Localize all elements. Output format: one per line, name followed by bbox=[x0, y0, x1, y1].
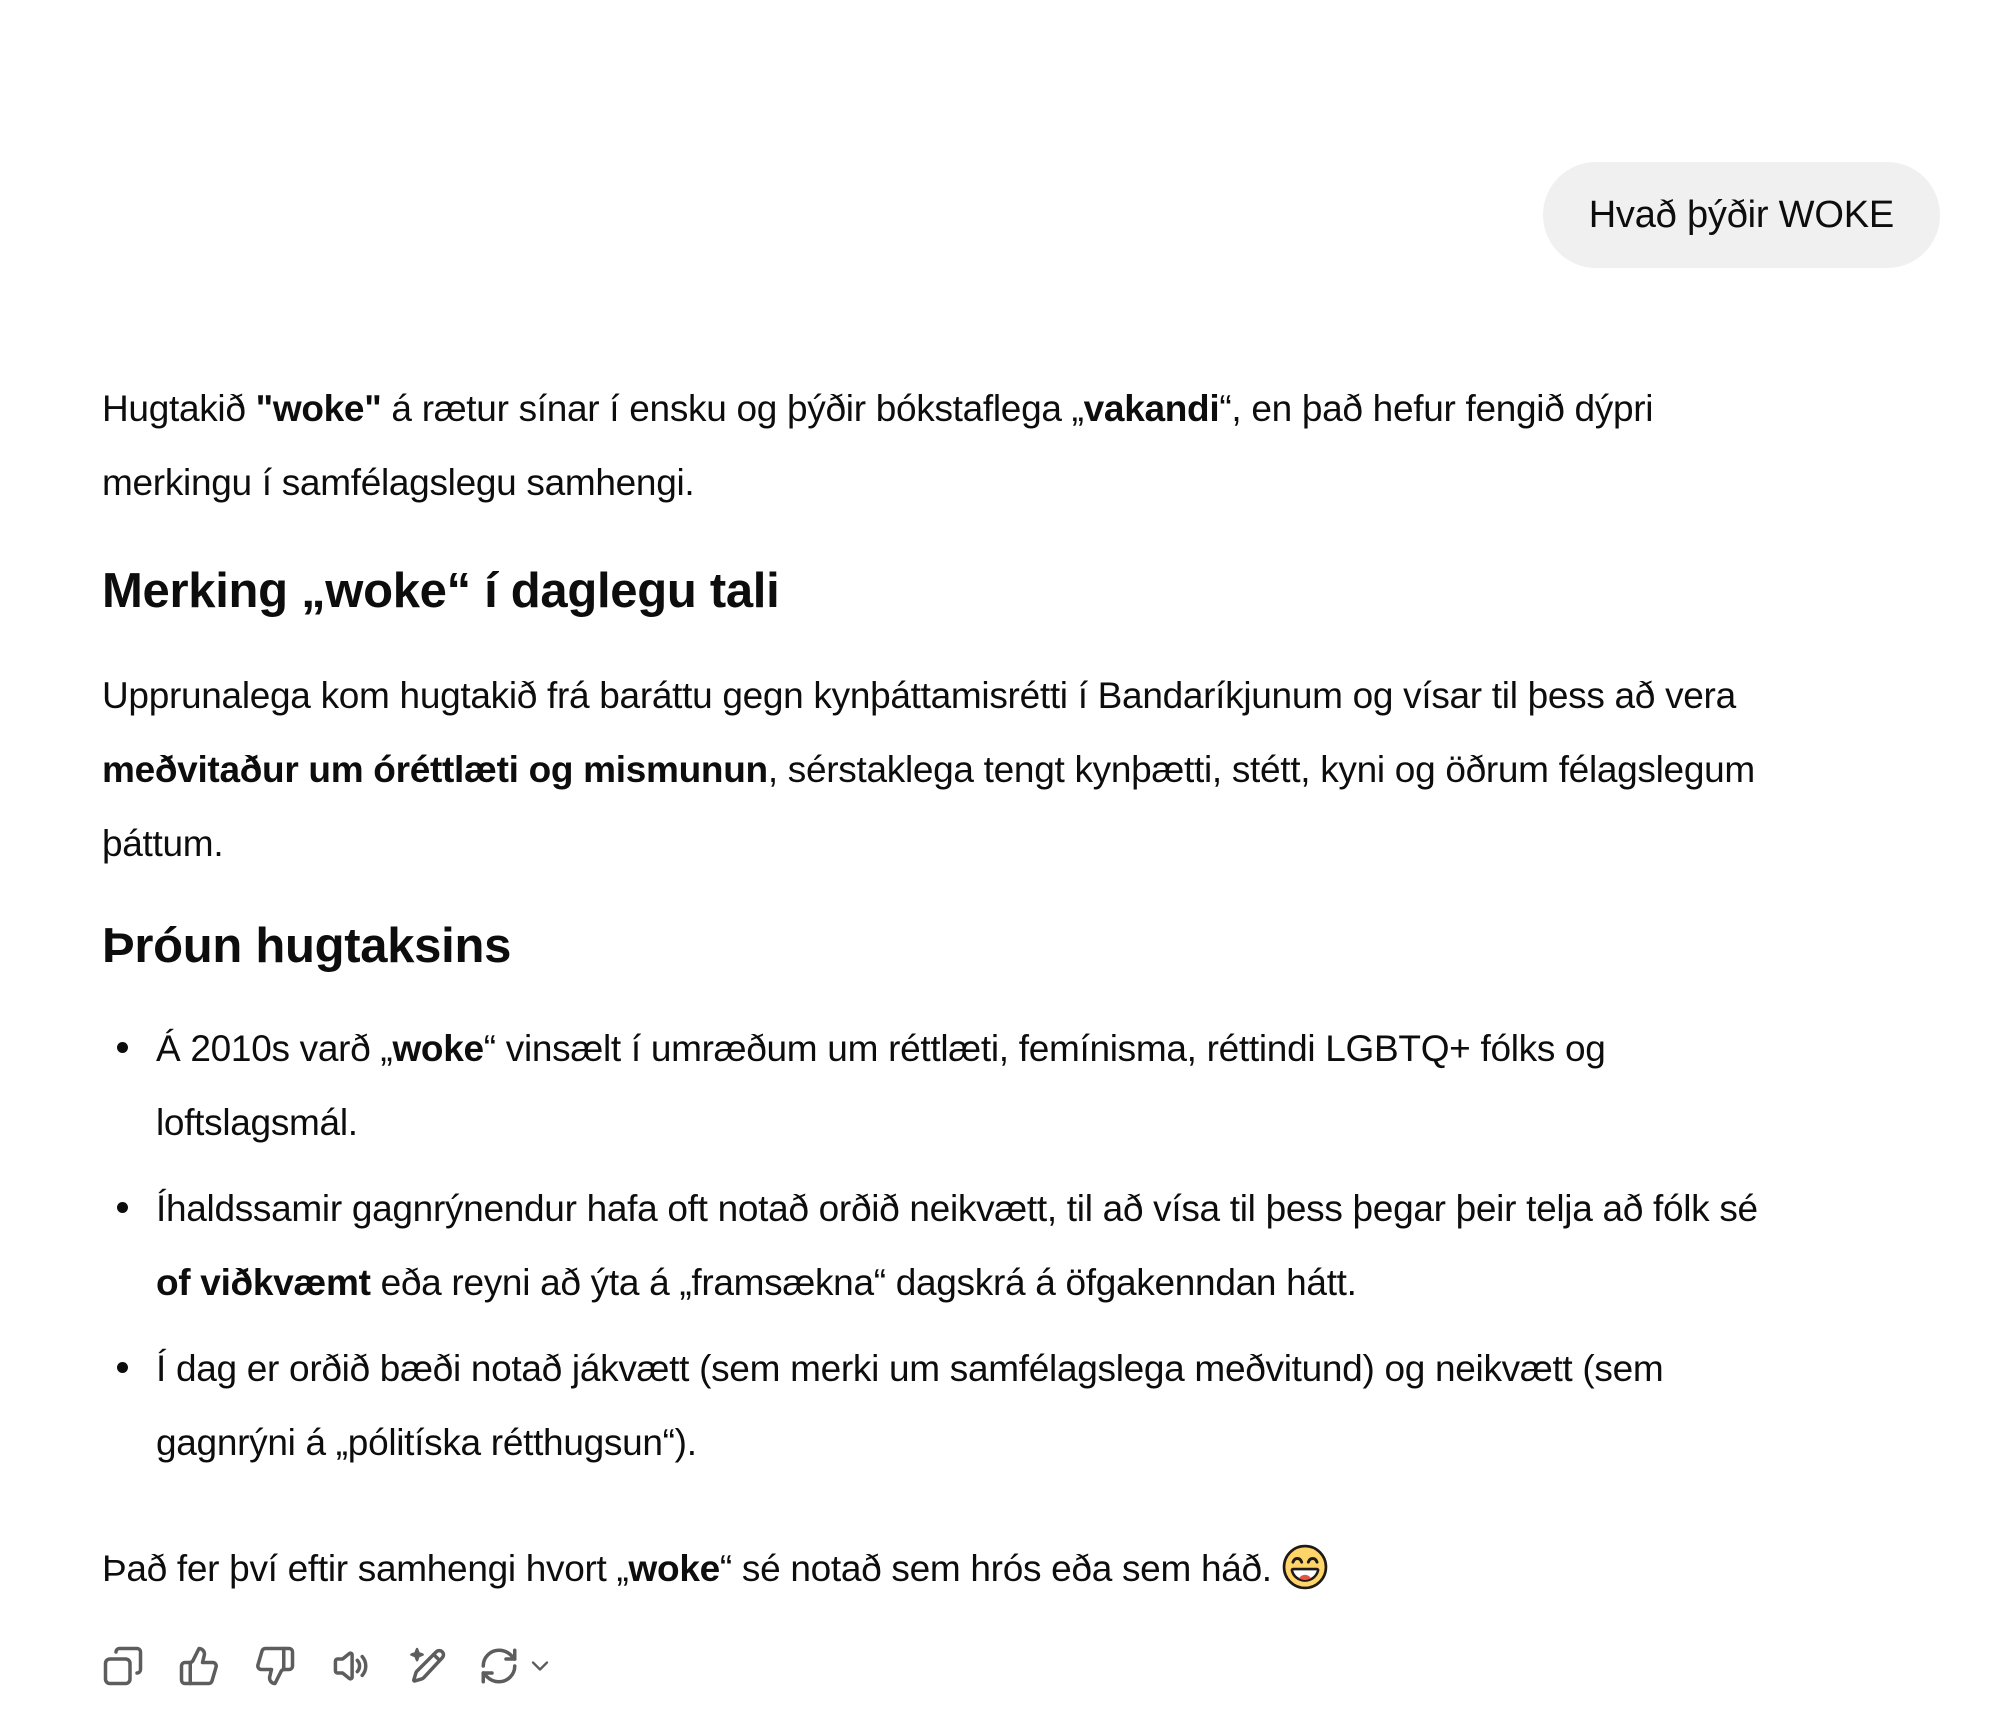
text-line bbox=[156, 1246, 1940, 1320]
text-line bbox=[102, 807, 1940, 881]
thumbs-down-button[interactable] bbox=[244, 1637, 306, 1695]
thumbs-up-button[interactable] bbox=[168, 1637, 230, 1695]
text-line bbox=[156, 1086, 1940, 1160]
bullet-item-2010s bbox=[102, 1012, 1940, 1160]
text-segment: “ sé notað sem hrós eða sem háð. bbox=[719, 1548, 1272, 1589]
text-segment: þáttum. bbox=[102, 823, 224, 864]
read-aloud-button[interactable] bbox=[320, 1637, 382, 1695]
text-line bbox=[156, 1012, 1940, 1086]
bullet-item-critics bbox=[102, 1172, 1940, 1320]
text-segment: eða reyni að ýta á „framsækna“ dagskrá á öfgakenndan hátt. bbox=[370, 1262, 1357, 1303]
text-segment: loftslagsmál. bbox=[156, 1102, 358, 1143]
message-toolbar bbox=[92, 1637, 1940, 1695]
text-segment: merkingu í samfélagslegu samhengi. bbox=[102, 462, 695, 503]
edit-button[interactable] bbox=[396, 1637, 458, 1695]
chevron-down-icon bbox=[526, 1652, 554, 1680]
assistant-response bbox=[102, 372, 1940, 1695]
user-message-bubble: Hvað þýðir WOKE bbox=[1543, 162, 1940, 268]
paragraph-outro bbox=[102, 1532, 1940, 1615]
bullet-list bbox=[102, 1012, 1940, 1480]
bullet-item-today bbox=[102, 1332, 1940, 1480]
text-line bbox=[156, 1172, 1940, 1246]
regenerate-icon bbox=[478, 1645, 520, 1687]
regenerate-button[interactable] bbox=[472, 1637, 560, 1695]
heading-evolution: Þróun hugtaksins bbox=[102, 919, 512, 973]
grinning-emoji bbox=[1282, 1541, 1328, 1615]
text-segment: “, en það hefur fengið dýpri bbox=[1219, 388, 1654, 429]
text-segment: Hugtakið bbox=[102, 388, 256, 429]
text-line bbox=[102, 659, 1940, 733]
text-line bbox=[156, 1332, 1940, 1406]
thumbs-up-icon bbox=[178, 1645, 220, 1687]
copy-button[interactable] bbox=[92, 1637, 154, 1695]
text-line bbox=[102, 446, 1940, 520]
thumbs-down-icon bbox=[254, 1645, 296, 1687]
bold-segment: woke bbox=[392, 1028, 484, 1069]
edit-pencil-sparkle-icon bbox=[406, 1645, 448, 1687]
text-line bbox=[156, 1406, 1940, 1480]
paragraph-meaning bbox=[102, 659, 1940, 881]
text-segment: Í dag er orðið bæði notað jákvætt (sem merki um samfélagslega meðvitund) og neikvætt (sem bbox=[156, 1348, 1664, 1389]
text-segment: Upprunalega kom hugtakið frá baráttu gegn kynþáttamisrétti í Bandaríkjunum og vísar til þess að vera bbox=[102, 675, 1736, 716]
text-segment: Það fer því eftir samhengi hvort „ bbox=[102, 1548, 629, 1589]
paragraph-intro bbox=[102, 372, 1940, 520]
text-segment: , sérstaklega tengt kynþætti, stétt, kyni og öðrum félagslegum bbox=[767, 749, 1755, 790]
text-segment: gagnrýni á „pólitíska rétthugsun“). bbox=[156, 1422, 697, 1463]
bold-segment: meðvitaður um óréttlæti og mismunun bbox=[102, 749, 768, 790]
text-line bbox=[102, 733, 1940, 807]
copy-icon bbox=[102, 1645, 144, 1687]
text-segment: Íhaldssamir gagnrýnendur hafa oft notað orðið neikvætt, til að vísa til þess þegar þeir telja að fólk sé bbox=[156, 1188, 1758, 1229]
bold-segment: vakandi bbox=[1083, 388, 1220, 429]
bold-segment: of viðkvæmt bbox=[156, 1262, 371, 1303]
text-line bbox=[102, 372, 1940, 446]
text-segment: Á 2010s varð „ bbox=[156, 1028, 393, 1069]
text-segment: “ vinsælt í umræðum um réttlæti, femínisma, réttindi LGBTQ+ fólks og bbox=[483, 1028, 1606, 1069]
bold-segment: woke bbox=[628, 1548, 720, 1589]
bold-segment: "woke" bbox=[255, 388, 382, 429]
text-segment: á rætur sínar í ensku og þýðir bókstaflega „ bbox=[381, 388, 1084, 429]
text-line bbox=[102, 1532, 1940, 1615]
read-aloud-speaker-icon bbox=[330, 1645, 372, 1687]
user-message-row bbox=[102, 0, 1940, 268]
heading-meaning: Merking „woke“ í daglegu tali bbox=[102, 564, 780, 618]
